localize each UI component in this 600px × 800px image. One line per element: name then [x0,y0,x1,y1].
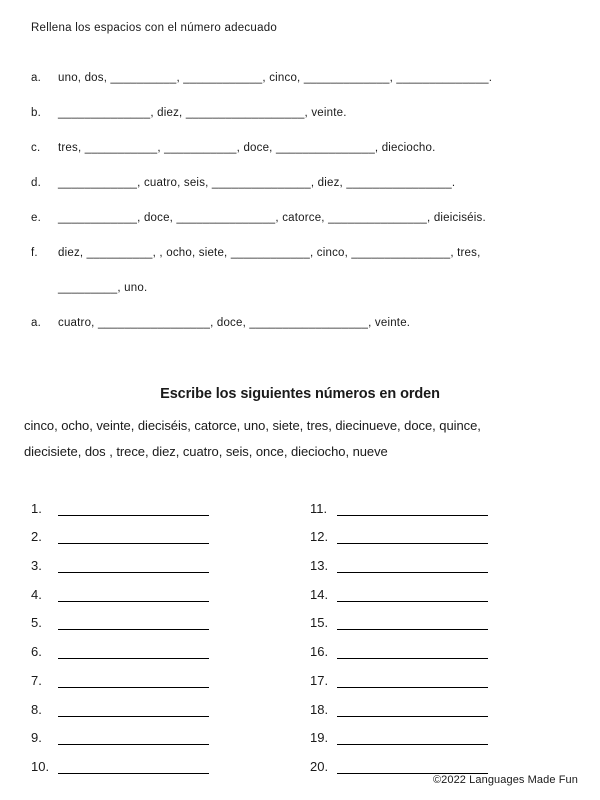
item-label: a. [31,317,41,329]
answer-blank[interactable] [58,703,209,717]
answer-blank[interactable] [337,559,488,573]
fill-item-a [31,72,591,107]
fill-item-c [31,142,591,177]
answer-number: 20. [310,758,329,774]
answer-number: 8. [31,701,42,717]
item-text[interactable]: cuatro, _________________, doce, __________________, veinte. [58,317,411,329]
fill-in-the-blank-list [31,72,591,352]
answer-blank[interactable] [58,674,209,688]
answer-row [31,602,209,631]
answer-blank[interactable] [337,530,488,544]
answer-number: 12. [310,529,329,545]
answer-row [31,573,209,602]
answer-blank[interactable] [58,616,209,630]
fill-item-f [31,247,591,282]
answer-row [310,659,488,688]
answer-number: 14. [310,586,329,602]
section-two-heading: Escribe los siguientes números en orden [160,386,440,402]
fill-item-e [31,212,591,247]
item-text[interactable]: diez, __________, , ocho, siete, ____________, cinco, _______________, tres, [58,247,481,259]
item-label: f. [31,247,38,259]
answer-number: 16. [310,644,329,660]
answer-number: 9. [31,730,42,746]
item-label: e. [31,212,41,224]
answer-row [310,516,488,545]
answer-blank[interactable] [58,731,209,745]
answer-number: 1. [31,500,42,516]
fill-item-d [31,177,591,212]
item-text[interactable]: _________, uno. [58,282,148,294]
answer-row [31,544,209,573]
answer-blank[interactable] [58,559,209,573]
answer-number: 7. [31,672,42,688]
answer-row [31,516,209,545]
answer-row [31,487,209,516]
answer-blank[interactable] [58,645,209,659]
answer-row [310,745,488,774]
answer-row [310,688,488,717]
answer-blank[interactable] [337,760,488,774]
item-text[interactable]: ____________, doce, _______________, catorce, _______________, dieiciséis. [58,212,486,224]
answer-blank[interactable] [337,731,488,745]
answer-blank[interactable] [337,674,488,688]
fill-item-f-continuation [31,282,591,317]
answer-number: 3. [31,558,42,574]
answer-blank[interactable] [337,588,488,602]
item-text[interactable]: ____________, cuatro, seis, _______________, diez, ________________. [58,177,456,189]
answer-row [31,659,209,688]
answer-blank[interactable] [58,502,209,516]
copyright-footer: ©2022 Languages Made Fun [432,774,578,786]
item-label: a. [31,72,41,84]
word-bank [24,413,584,465]
item-text[interactable]: tres, ___________, ___________, doce, _______________, dieciocho. [58,142,436,154]
answer-row [31,630,209,659]
answer-row [310,602,488,631]
answer-row [310,487,488,516]
fill-item-b [31,107,591,142]
answer-row [31,688,209,717]
answer-number: 5. [31,615,42,631]
answer-row [310,544,488,573]
answer-number: 6. [31,644,42,660]
answer-row [31,745,209,774]
answer-blank[interactable] [337,703,488,717]
answer-number: 11. [310,500,328,516]
answer-number: 13. [310,558,329,574]
item-label: c. [31,142,41,154]
answer-row [310,717,488,746]
fill-item-a-second [31,317,591,352]
answer-column-left [31,487,209,774]
item-label: d. [31,177,41,189]
answer-blank[interactable] [58,760,209,774]
answer-number: 18. [310,701,329,717]
item-text[interactable]: ______________, diez, __________________, veinte. [58,107,347,119]
answer-blank[interactable] [337,645,488,659]
answer-column-right [310,487,488,774]
answer-blank[interactable] [337,616,488,630]
answer-row [310,573,488,602]
answer-number: 19. [310,730,329,746]
answer-row [310,630,488,659]
word-bank-line: cinco, ocho, veinte, dieciséis, catorce, uno, siete, tres, diecinueve, doce, quince, [24,418,481,433]
answer-number: 15. [310,615,329,631]
answer-blank[interactable] [58,588,209,602]
item-label: b. [31,107,41,119]
answer-blank[interactable] [58,530,209,544]
answer-number: 2. [31,529,42,545]
answer-number: 4. [31,586,42,602]
answer-number: 10. [31,758,50,774]
word-bank-line: diecisiete, dos , trece, diez, cuatro, seis, once, dieciocho, nueve [24,444,388,459]
answer-blank[interactable] [337,502,488,516]
answer-number: 17. [310,672,329,688]
instructions-text: Rellena los espacios con el número adecuado [31,22,278,34]
item-text[interactable]: uno, dos, __________, ____________, cinco, _____________, ______________. [58,72,493,84]
answer-row [31,717,209,746]
